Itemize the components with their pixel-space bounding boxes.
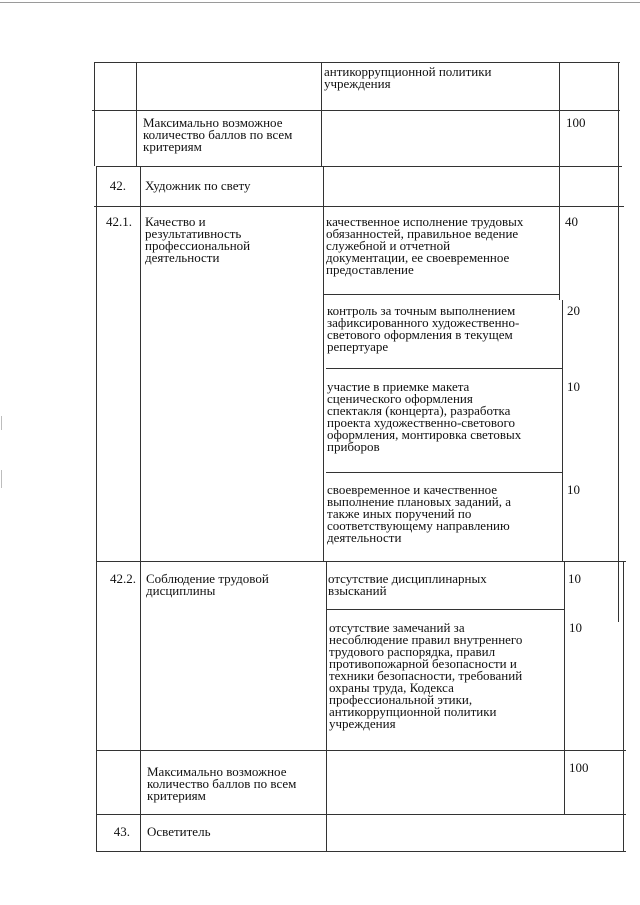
criterion-points: 10: [568, 571, 581, 586]
table-rule: [618, 62, 619, 622]
row-criterion: антикоррупционной политики учреждения: [324, 64, 492, 91]
criterion-text: своевременное и качественное выполнение плановых заданий, а также иных поручений по соответствующему направлению деятельности: [327, 482, 512, 545]
table-rule: [564, 561, 565, 814]
table-rule: [326, 609, 564, 610]
table-rule: [96, 166, 622, 167]
row-number: 42.1.: [106, 214, 132, 229]
row-name: Осветитель: [147, 824, 211, 839]
row-points: 100: [566, 115, 586, 130]
table-rule: [92, 110, 620, 111]
table-rule: [96, 814, 626, 815]
scan-top-edge: [0, 2, 640, 3]
table-rule: [326, 472, 562, 473]
scan-mark: [1, 416, 2, 430]
table-rule: [623, 561, 624, 851]
criterion-points: 10: [567, 482, 580, 497]
scan-mark: [1, 470, 2, 488]
table-rule: [96, 750, 626, 751]
table-rule: [562, 300, 563, 561]
table-rule: [323, 166, 324, 561]
criterion-points: 10: [569, 620, 582, 635]
row-points: 100: [569, 760, 589, 775]
criterion-text: участие в приемке макета сценического оформления спектакля (концерта), разработка проекта художественно-светового оформления, монтировка световых приборов: [327, 379, 522, 454]
table-rule: [94, 206, 624, 207]
table-rule: [321, 62, 322, 166]
row-name: Соблюдение трудовой дисциплины: [146, 571, 269, 598]
criterion-text: качественное исполнение трудовых обязанностей, правильное ведение служебной и отчетной документации, ее своевременное предоставление: [326, 214, 524, 277]
row-name: Максимально возможное количество баллов по всем критериям: [147, 764, 297, 803]
table-rule: [96, 851, 626, 852]
criterion-points: 20: [567, 303, 580, 318]
row-number: 43.: [113, 824, 130, 839]
table-rule: [324, 294, 560, 295]
criterion-points: 40: [565, 214, 578, 229]
row-name: Качество и результативность профессиональной деятельности: [145, 214, 251, 265]
row-number: 42.2.: [110, 571, 136, 586]
table-rule: [96, 561, 626, 562]
criterion-points: 10: [567, 379, 580, 394]
table-rule: [140, 166, 141, 851]
row-name: Максимально возможное количество баллов по всем критериям: [143, 115, 293, 154]
table-rule: [94, 62, 620, 63]
row-name: Художник по свету: [145, 178, 251, 193]
table-rule: [136, 62, 137, 166]
table-rule: [96, 166, 97, 851]
criterion-text: контроль за точным выполнением зафиксированного художественно- светового оформления в текущем репертуаре: [327, 303, 520, 354]
criterion-text: отсутствие замечаний за несоблюдение правил внутреннего трудового распорядка, правил противопожарной безопасности и техники безопасности, требований охраны труда, Кодекса профессиональной этики, антикоррупционной политики учреждения: [329, 620, 523, 731]
row-number: 42.: [109, 178, 126, 193]
table-rule: [94, 62, 95, 166]
table-rule: [559, 62, 560, 300]
table-rule: [326, 561, 327, 851]
criterion-text: отсутствие дисциплинарных взысканий: [328, 571, 487, 598]
table-rule: [326, 368, 562, 369]
